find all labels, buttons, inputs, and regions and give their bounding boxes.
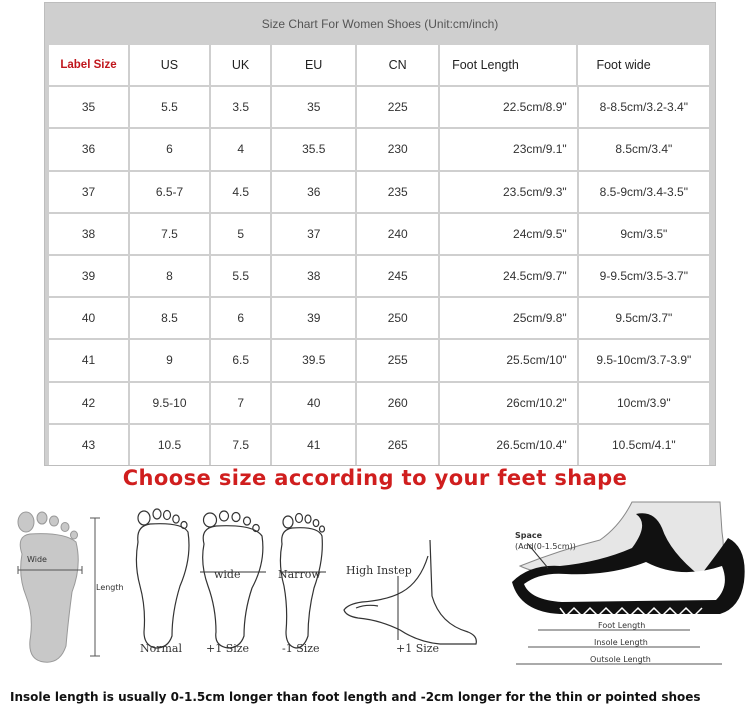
table-row — [49, 383, 711, 425]
normal-label: Normal — [140, 642, 183, 655]
cell-uk: 4 — [211, 129, 270, 169]
cell-eu: 36 — [272, 172, 355, 212]
cell-eu: 37 — [272, 214, 355, 254]
cell-us: 10.5 — [130, 425, 209, 465]
cell-cn: 240 — [357, 214, 438, 254]
cell-uk: 5 — [211, 214, 270, 254]
cell-eu: 40 — [272, 383, 355, 423]
table-row — [49, 214, 711, 256]
cell-eu: 35.5 — [272, 129, 355, 169]
cell-us: 7.5 — [130, 214, 209, 254]
header-label-size: Label Size — [49, 45, 128, 85]
header-cn: CN — [357, 45, 438, 85]
table-row — [49, 298, 711, 340]
cell-label-size: 36 — [49, 129, 128, 169]
size-chart-table — [44, 2, 716, 466]
cell-foot-length: 26cm/10.2" — [440, 383, 576, 423]
insole-length-label: Insole Length — [594, 638, 648, 647]
table-row — [49, 87, 711, 129]
cell-label-size: 39 — [49, 256, 128, 296]
cell-foot-wide: 8.5cm/3.4" — [579, 129, 709, 169]
high-instep-foot-icon — [344, 540, 476, 644]
normal-foot-icon — [136, 509, 189, 648]
cell-foot-length: 25.5cm/10" — [440, 340, 576, 380]
foot-shape-illustration — [0, 496, 750, 676]
header-foot-wide: Foot wide — [578, 45, 709, 85]
cell-uk: 7.5 — [211, 425, 270, 465]
header-us: US — [130, 45, 209, 85]
header-eu: EU — [272, 45, 355, 85]
cell-foot-length: 22.5cm/8.9" — [440, 87, 576, 127]
plus-one-size-label: +1 Size — [206, 642, 250, 655]
cell-cn: 245 — [357, 256, 438, 296]
cell-foot-length: 23cm/9.1" — [440, 129, 576, 169]
cell-label-size: 41 — [49, 340, 128, 380]
cell-uk: 6 — [211, 298, 270, 338]
cell-foot-length: 24cm/9.5" — [440, 214, 576, 254]
cell-eu: 41 — [272, 425, 355, 465]
cell-eu: 39.5 — [272, 340, 355, 380]
headline: Choose size according to your feet shape — [122, 466, 628, 490]
length-label: Length — [96, 583, 124, 592]
cell-uk: 3.5 — [211, 87, 270, 127]
foot-wide-label: wide — [214, 568, 241, 581]
table-row — [49, 425, 711, 467]
footnote: Insole length is usually 0-1.5cm longer than foot length and -2cm longer for the thin or pointed shoes — [10, 690, 701, 704]
cell-us: 9.5-10 — [130, 383, 209, 423]
wide-label: Wide — [27, 555, 47, 564]
cell-foot-wide: 8.5-9cm/3.4-3.5" — [579, 172, 709, 212]
outsole-length-label: Outsole Length — [590, 655, 651, 664]
cell-label-size: 40 — [49, 298, 128, 338]
grey-foot-icon — [18, 512, 82, 662]
cell-foot-wide: 8-8.5cm/3.2-3.4" — [579, 87, 709, 127]
high-instep-label: High Instep — [346, 564, 412, 577]
cell-us: 6 — [130, 129, 209, 169]
header-uk: UK — [211, 45, 270, 85]
cell-cn: 250 — [357, 298, 438, 338]
cell-us: 5.5 — [130, 87, 209, 127]
cell-cn: 255 — [357, 340, 438, 380]
cell-foot-length: 24.5cm/9.7" — [440, 256, 576, 296]
cell-foot-wide: 10.5cm/4.1" — [579, 425, 709, 465]
cell-us: 8 — [130, 256, 209, 296]
cell-cn: 260 — [357, 383, 438, 423]
cell-us: 9 — [130, 340, 209, 380]
cell-eu: 35 — [272, 87, 355, 127]
cell-uk: 7 — [211, 383, 270, 423]
cell-cn: 235 — [357, 172, 438, 212]
space-add-label: (Add(0-1.5cm)) — [515, 542, 576, 551]
cell-foot-wide: 9.5-10cm/3.7-3.9" — [579, 340, 709, 380]
cell-us: 8.5 — [130, 298, 209, 338]
cell-label-size: 43 — [49, 425, 128, 465]
cell-uk: 6.5 — [211, 340, 270, 380]
cell-cn: 230 — [357, 129, 438, 169]
foot-length-label: Foot Length — [598, 621, 646, 630]
cell-cn: 225 — [357, 87, 438, 127]
cell-foot-wide: 9.5cm/3.7" — [579, 298, 709, 338]
cell-label-size: 42 — [49, 383, 128, 423]
cell-foot-length: 26.5cm/10.4" — [440, 425, 576, 465]
header-row — [49, 45, 711, 87]
high-instep-size-label: +1 Size — [396, 642, 440, 655]
table-row — [49, 340, 711, 382]
table-row — [49, 172, 711, 214]
size-grid — [49, 45, 711, 467]
cell-foot-length: 25cm/9.8" — [440, 298, 576, 338]
cell-cn: 265 — [357, 425, 438, 465]
cell-foot-length: 23.5cm/9.3" — [440, 172, 576, 212]
cell-foot-wide: 9-9.5cm/3.5-3.7" — [579, 256, 709, 296]
header-foot-length: Foot Length — [440, 45, 576, 85]
cell-foot-wide: 10cm/3.9" — [579, 383, 709, 423]
cell-label-size: 35 — [49, 87, 128, 127]
foot-narrow-label: Narrow — [278, 568, 321, 581]
table-row — [49, 256, 711, 298]
chart-title: Size Chart For Women Shoes (Unit:cm/inch) — [261, 17, 499, 31]
cell-us: 6.5-7 — [130, 172, 209, 212]
minus-one-size-label: -1 Size — [282, 642, 320, 655]
cell-label-size: 38 — [49, 214, 128, 254]
cell-foot-wide: 9cm/3.5" — [579, 214, 709, 254]
cell-label-size: 37 — [49, 172, 128, 212]
cell-uk: 5.5 — [211, 256, 270, 296]
table-row — [49, 129, 711, 171]
cell-eu: 39 — [272, 298, 355, 338]
space-label: Space — [515, 531, 543, 540]
cell-eu: 38 — [272, 256, 355, 296]
cell-uk: 4.5 — [211, 172, 270, 212]
